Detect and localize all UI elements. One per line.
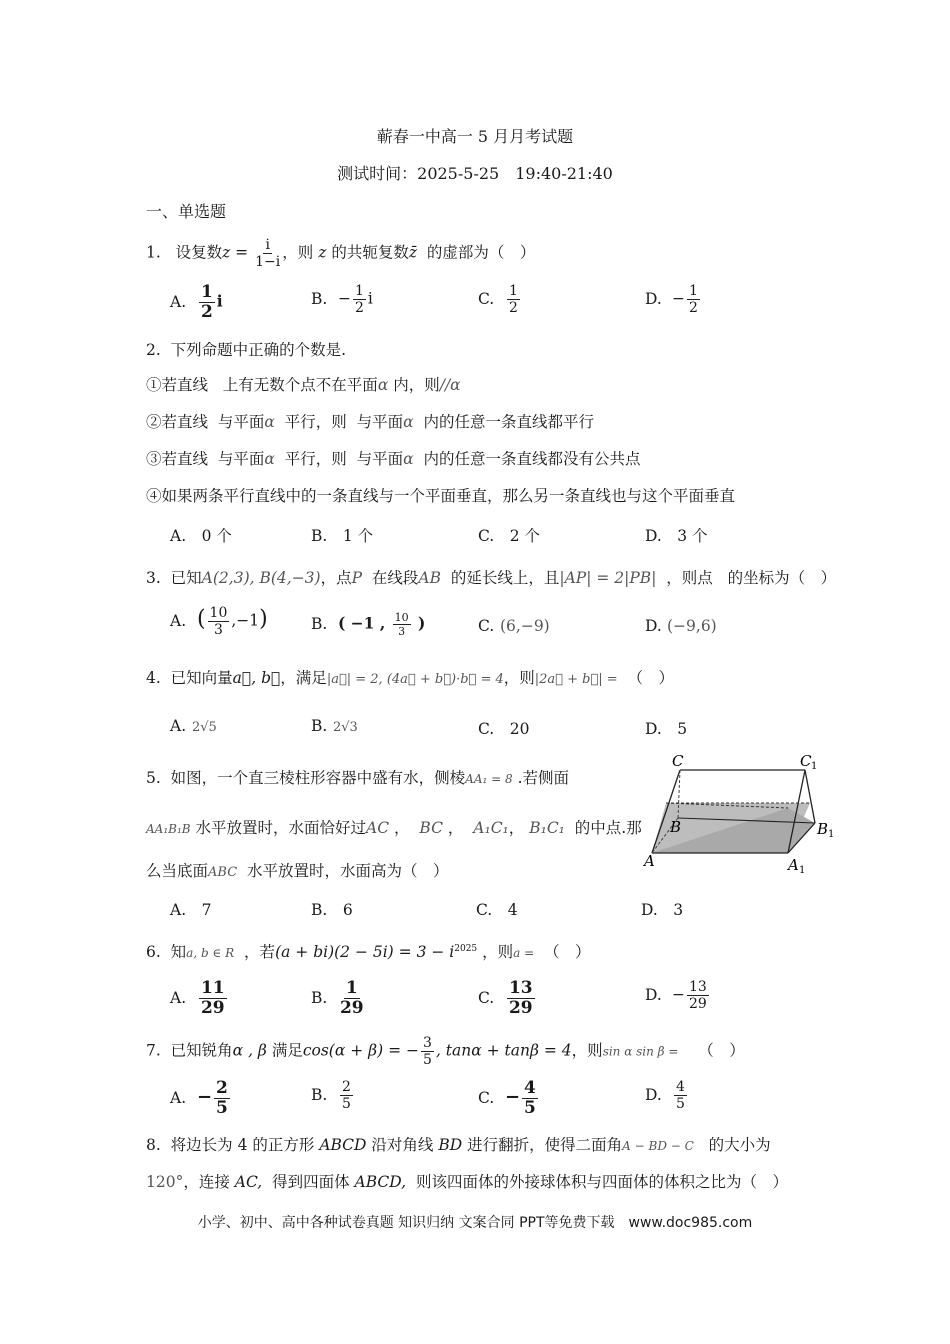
option-prefix: − <box>337 289 351 308</box>
q7-option-d[interactable] <box>645 1080 689 1111</box>
option-label: D. <box>645 1085 662 1104</box>
option-label: B. <box>311 988 328 1007</box>
q1-number: 1. <box>146 243 161 262</box>
option-fraction: $\frac{10}{3}$ <box>209 605 228 638</box>
q3-option-a[interactable]: A. ( $\frac{10}{3}$ ,−1) <box>170 605 268 638</box>
q6-option-c[interactable] <box>478 980 537 1017</box>
option-fraction: $\frac{13}{29}$ <box>688 979 707 1012</box>
option-label: A. <box>170 717 187 735</box>
q5-option-d[interactable]: D. 3 <box>641 901 684 919</box>
q2-option-c[interactable]: C. 2 个 <box>478 527 541 545</box>
q4-number: 4. <box>146 669 161 687</box>
q8-line-2: 120°，连接 AC, 得到四面体 ABCD, 则该四面体的外接球体积与四面体的体积之比为（ ） <box>146 1173 788 1191</box>
label-B: B <box>670 818 682 836</box>
q5-number: 5. <box>146 769 161 787</box>
option-label: C. <box>478 1088 495 1107</box>
option-suffix: i <box>216 291 223 311</box>
exam-title: 蕲春一中高一 5 月月考试题 <box>376 127 574 146</box>
q1-option-c[interactable] <box>478 284 522 315</box>
question-4: 4. 已知向量a⃗, b⃗，满足|a⃗| = 2, (4a⃗ + b⃗)·b⃗ = 4，则|2a⃗ + b⃗| = （ ） <box>146 669 675 687</box>
q2-option-d[interactable]: D. 3 个 <box>645 527 708 545</box>
q4-option-a[interactable]: A. 2√5 <box>170 717 217 735</box>
question-2 <box>146 338 346 360</box>
question-6: 6. 知a, b ∈ R ，若$(a + bi)(2 - 5i) = 3 - i^{2025}$ ，则a = （ ） <box>146 943 591 961</box>
question-1 <box>146 238 535 269</box>
question-8: 8. 将边长为 4 的正方形 ABCD 沿对角线 BD 进行翻折，使得二面角A − BD − C 的大小为 <box>146 1136 771 1154</box>
option-fraction: $\frac{11}{29}$ <box>200 978 225 1018</box>
q6-number: 6. <box>146 943 161 961</box>
section-heading: 一、单选题 <box>146 202 227 221</box>
q6-option-d[interactable]: D. − $\frac{13}{29}$ <box>645 979 707 1012</box>
option-fraction: $\frac{4}{5}$ <box>524 1078 536 1118</box>
label-B1: B <box>817 820 829 838</box>
option-fraction: $\frac{1}{2}$ <box>200 282 213 322</box>
option-fraction: $\frac{1}{29}$ <box>339 978 364 1018</box>
label-C1: C <box>800 752 812 770</box>
option-label: B. <box>311 289 328 308</box>
q5-line-3: 么当底面ABC 水平放置时，水面高为（ ） <box>146 862 449 880</box>
q7-option-c[interactable]: C. − $\frac{4}{5}$ <box>478 1078 536 1118</box>
q6-option-a[interactable] <box>170 980 229 1017</box>
q3-option-d[interactable]: D. (−9,6) <box>645 617 717 635</box>
q7-number: 7. <box>146 1041 161 1060</box>
footer-banner[interactable]: 小学、初中、高中各种试卷真题 知识归纳 文案合同 PPT等免费下载 www.doc985.com <box>197 1215 753 1231</box>
q5-line-2: AA₁B₁B 水平放置时，水面恰好过AC ， BC ， A₁C₁， B₁C₁ 的中点.那 <box>146 819 642 837</box>
option-label: C. <box>478 988 495 1007</box>
option-fraction: $\frac{2}{5}$ <box>216 1078 228 1118</box>
option-label: D. <box>645 289 662 308</box>
option-label: A. <box>170 611 187 630</box>
question-3: 3. 已知A(2,3), B(4,−3)，点P 在线段AB 的延长线上，且|AP| = 2|PB| ，则点 的坐标为（ ） <box>146 569 837 587</box>
label-A: A <box>644 852 655 870</box>
label-A1-sub: 1 <box>799 865 806 876</box>
q1-pre: 设复数 <box>175 243 223 262</box>
q4-option-d[interactable]: D. 5 <box>645 720 688 738</box>
option-fraction: $\frac{4}{5}$ <box>675 1079 685 1112</box>
q1-option-b[interactable] <box>311 284 373 315</box>
q1-mid: ，则 <box>282 243 314 262</box>
q2-statement-3: ③若直线 与平面α 平行，则 与平面α 内的任意一条直线都没有公共点 <box>146 450 641 468</box>
q3-option-c[interactable]: C. (6,−9) <box>478 617 550 635</box>
q5-option-c[interactable]: C. 4 <box>476 901 518 919</box>
q5-option-b[interactable]: B. 6 <box>311 901 353 919</box>
q8-number: 8. <box>146 1136 161 1154</box>
q2-statement-4: ④如果两条平行直线中的一条直线与一个平面垂直，那么另一条直线也与这个平面垂直 <box>146 487 736 505</box>
q3-number: 3. <box>146 569 161 587</box>
label-B1-sub: 1 <box>828 829 835 840</box>
option-label: D. <box>645 617 662 635</box>
option-label: C. <box>478 617 495 635</box>
option-fraction: $\frac{10}{3}$ <box>394 611 409 638</box>
question-5: 5. 如图，一个直三棱柱形容器中盛有水，侧棱AA₁ = 8 .若侧面 <box>146 769 570 787</box>
option-label: B. <box>311 614 328 633</box>
option-label: A. <box>170 292 187 311</box>
q2-statement-2: ②若直线 与平面α 平行，则 与平面α 内的任意一条直线都平行 <box>146 413 594 431</box>
q7-option-a[interactable]: A. − $\frac{2}{5}$ <box>170 1078 228 1118</box>
option-label: A. <box>170 1088 187 1107</box>
option-label: C. <box>478 289 495 308</box>
label-C1-sub: 1 <box>811 761 818 772</box>
option-label: A. <box>170 988 187 1007</box>
option-fraction: $\frac{2}{5}$ <box>341 1079 351 1112</box>
q2-option-a[interactable]: A. 0 个 <box>170 527 232 545</box>
option-fraction: $\frac{13}{29}$ <box>508 978 533 1018</box>
test-time: 测试时间：2025-5-25 19:40-21:40 <box>337 164 613 183</box>
option-fraction: $\frac{1}{2}$ <box>354 283 364 316</box>
q1-post: 的虚部为（ ） <box>426 243 536 262</box>
q4-option-c[interactable]: C. 20 <box>478 720 530 738</box>
question-7: 7. 已知锐角α , β 满足cos(α + β) = − $\frac{3}{5}$ , tanα + tanβ = 4，则sin α sin β = （ ） <box>146 1035 745 1068</box>
q7-fraction: $\frac{3}{5}$ <box>423 1035 432 1068</box>
option-suffix: i <box>367 289 373 308</box>
label-C: C <box>672 752 684 770</box>
option-fraction: $\frac{1}{2}$ <box>508 283 518 316</box>
q7-option-b[interactable] <box>311 1080 355 1111</box>
prism-figure <box>640 748 840 878</box>
q2-number: 2. <box>146 341 161 359</box>
option-prefix: − <box>671 289 685 308</box>
q1-zbar: z̄ <box>408 243 417 262</box>
option-label: D. <box>645 985 662 1004</box>
q6-option-b[interactable] <box>311 980 366 1017</box>
q2-text: 下列命题中正确的个数是. <box>170 341 347 359</box>
q1-option-a[interactable] <box>170 284 223 321</box>
q2-statement-1: ①若直线 上有无数个点不在平面α 内，则//α <box>146 376 461 394</box>
q2-option-b[interactable]: B. 1 个 <box>311 527 374 545</box>
q3-option-b[interactable]: B. ( −1 , $\frac{10}{3}$ ) <box>311 611 426 638</box>
q1-mid2: 的共轭复数 <box>331 243 409 262</box>
q1-fraction: $\frac{i}{1-i}$ <box>255 237 281 270</box>
label-A1: A <box>788 856 799 874</box>
option-fraction: $\frac{1}{2}$ <box>688 283 698 316</box>
q1-z: z <box>318 243 327 262</box>
q5-option-a[interactable]: A. 7 <box>170 901 212 919</box>
option-label: B. <box>311 1085 328 1104</box>
q1-z-eq: z = <box>222 243 249 262</box>
option-label: B. <box>311 717 328 735</box>
q1-option-d[interactable] <box>645 284 702 315</box>
q4-option-b[interactable]: B. 2√3 <box>311 717 358 735</box>
